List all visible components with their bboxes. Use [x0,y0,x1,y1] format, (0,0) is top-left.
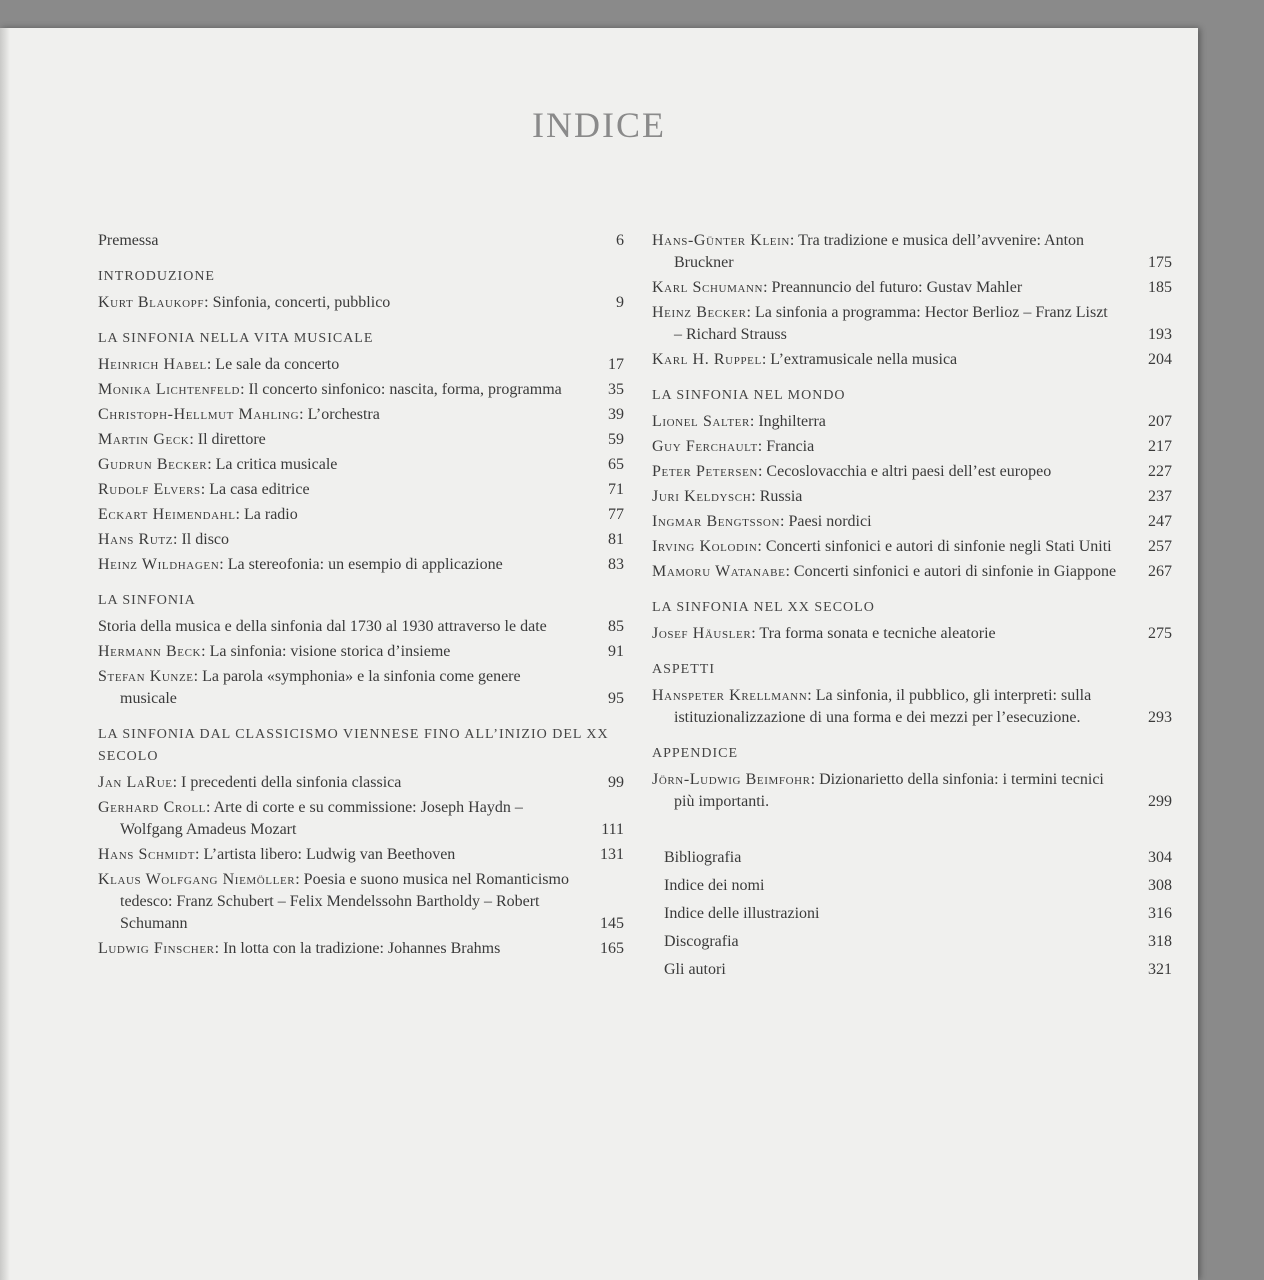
toc-entry-page: 267 [1148,563,1172,580]
toc-entry-page: 95 [608,690,624,707]
toc-entry-author: Hanspeter Krellmann [652,687,808,704]
book-page [0,28,1198,1280]
toc-entry-author: Jan LaRue [98,774,173,791]
toc-entry-title: La sinfonia: visione storica d’insieme [209,643,451,660]
toc-entry-text [664,931,1118,953]
toc-entry-page: 185 [1148,279,1172,296]
toc-entry-text: Lionel Salter: Inghilterra [652,413,826,430]
toc-column-left [98,230,624,963]
toc-entry-text [98,230,570,252]
toc-entry-page: 227 [1148,463,1172,480]
toc-entry-author: Stefan Kunze [98,668,194,685]
toc-entry-text: Hermann Beck: La sinfonia: visione storica d’insieme [98,643,451,660]
toc-entry [652,511,1172,533]
toc-entry-text: Jörn-Ludwig Beimfohr: Dizionarietto della sinfonia: i termini tecnici più importanti. [652,771,1104,810]
toc-entry-title: Il disco [181,531,230,548]
toc-entry-text: Eckart Heimendahl: La radio [98,506,298,523]
toc-entry [98,938,624,960]
toc-entry-page: 316 [1148,905,1172,922]
toc-entry-title: Preannuncio del futuro: Gustav Mahler [771,279,1023,296]
page-title: INDICE [532,105,666,145]
toc-entry-title: Le sale da concerto [215,356,340,373]
toc-entry-author: Monika Lichtenfeld [98,381,241,398]
toc-entry-author: Karl H. Ruppel [652,351,762,368]
toc-entry-title: La sinfonia, il pubblico, gli interpreti: sulla istituzionalizzazione di una forma e dei mezzi per l’esecuzione. [674,687,1092,726]
toc-entry [98,479,624,501]
toc-entry-text: Karl Schumann: Preannuncio del futuro: Gustav Mahler [652,279,1023,296]
toc-entry-page: 204 [1148,351,1172,368]
toc-entry [98,404,624,426]
toc-entry-page: 165 [600,940,624,957]
toc-entry [652,561,1172,583]
toc-entry-author: Hermann Beck [98,643,202,660]
toc-entry-text: Rudolf Elvers: La casa editrice [98,481,310,498]
toc-entry-text: Peter Petersen: Cecoslovacchia e altri paesi dell’est europeo [652,463,1052,480]
toc-entry-author: Jörn-Ludwig Beimfohr [652,771,811,788]
toc-entry-text: Hans-Günter Klein: Tra tradizione e musica dell’avvenire: Anton Bruckner [652,232,1085,271]
toc-entry-page: 257 [1148,538,1172,555]
toc-entry-page: 17 [608,356,624,373]
toc-section-heading: LA SINFONIA DAL CLASSICISMO VIENNESE FINO ALL’INIZIO DEL XX SECOLO [98,727,609,764]
toc-entry-page: 237 [1148,488,1172,505]
toc-entry [652,461,1172,483]
toc-entry-author: Heinz Becker [652,304,747,321]
toc-entry-text [98,616,570,638]
toc-entry-author: Guy Ferchault [652,438,758,455]
toc-entry [652,536,1172,558]
toc-entry-title: Inghilterra [758,413,826,430]
toc-entry-page: 39 [608,406,624,423]
toc-entry-author: Gerhard Croll [98,799,206,816]
toc-entry-page: 81 [608,531,624,548]
toc-entry [98,772,624,794]
toc-entry-title: La parola «symphonia» e la sinfonia come genere musicale [120,668,521,707]
toc-entry [652,230,1172,274]
toc-entry-text: Ingmar Bengtsson: Paesi nordici [652,513,872,530]
toc-entry-page: 71 [608,481,624,498]
toc-entry-page: 131 [600,846,624,863]
toc-section [652,385,1172,583]
toc-entry-title: Concerti sinfonici e autori di sinfonie in Giappone [793,563,1117,580]
toc-entry-author: Lionel Salter [652,413,750,430]
toc-entry [652,349,1172,371]
toc-entry-title: Russia [759,488,803,505]
toc-entry [98,844,624,866]
toc-entry [98,641,624,663]
toc-entry-text: Gudrun Becker: La critica musicale [98,456,338,473]
toc-entry-text: Stefan Kunze: La parola «symphonia» e la sinfonia come genere musicale [98,668,521,707]
toc-back-matter [652,847,1172,981]
toc-entry-author: Kurt Blaukopf [98,294,205,311]
toc-entry-page: 321 [1148,961,1172,978]
toc-entry-text: Karl H. Ruppel: L’extramusicale nella musica [652,351,958,368]
toc-entry-text: Monika Lichtenfeld: Il concerto sinfonico: nascita, forma, programma [98,381,562,398]
toc-entry-page: 145 [600,915,624,932]
toc-entry-text: Heinz Becker: La sinfonia a programma: Hector Berlioz – Franz Liszt – Richard Strauss [652,304,1108,343]
toc-section [98,328,624,576]
toc-entry-text: Kurt Blaukopf: Sinfonia, concerti, pubblico [98,294,391,311]
toc-entry-author: Josef Häusler [652,625,752,642]
toc-entry [98,230,624,252]
toc-entry-text [664,875,1118,897]
toc-section-heading: APPENDICE [652,746,739,761]
toc-entry-author: Eckart Heimendahl [98,506,236,523]
toc-entry-title: L’orchestra [307,406,380,423]
toc-entry [98,292,624,314]
toc-entry [652,277,1172,299]
toc-section [98,266,624,314]
toc-entry-title: La sinfonia a programma: Hector Berlioz – Franz Liszt – Richard Strauss [674,304,1108,343]
toc-entry-title: Tra tradizione e musica dell’avvenire: Anton Bruckner [674,232,1085,271]
toc-entry-page: 217 [1148,438,1172,455]
toc-entry-page: 59 [608,431,624,448]
toc-entry-title: Indice delle illustrazioni [664,905,820,922]
toc-section-heading: LA SINFONIA NELLA VITA MUSICALE [98,331,374,346]
toc-entry-page: 9 [616,294,624,311]
toc-entry-text: Christoph-Hellmut Mahling: L’orchestra [98,406,380,423]
toc-entry-title: Il concerto sinfonico: nascita, forma, programma [248,381,562,398]
toc-entry [98,797,624,841]
toc-entry [664,903,1172,925]
toc-entry-page: 83 [608,556,624,573]
toc-entry-author: Karl Schumann [652,279,764,296]
toc-entry [652,486,1172,508]
toc-entry [98,454,624,476]
toc-entry-text: Hans Rutz: Il disco [98,531,230,548]
toc-entry-title: Concerti sinfonici e autori di sinfonie negli Stati Uniti [765,538,1112,555]
toc-entry-author: Rudolf Elvers [98,481,201,498]
toc-entry-text: Heinz Wildhagen: La stereofonia: un esempio di applicazione [98,556,503,573]
toc-entry-page: 247 [1148,513,1172,530]
toc-section-heading: INTRODUZIONE [98,269,215,284]
toc-entry-text: Martin Geck: Il direttore [98,431,266,448]
toc-entry-author: Juri Keldysch [652,488,752,505]
toc-entry-page: 111 [601,821,624,838]
toc-entry [98,429,624,451]
toc-entry-title: La critica musicale [215,456,338,473]
toc-entry [98,379,624,401]
toc-entry-page: 35 [608,381,624,398]
toc-entry [664,931,1172,953]
toc-entry [98,616,624,638]
toc-section-heading: LA SINFONIA [98,593,196,608]
toc-entry-title: Sinfonia, concerti, pubblico [212,294,391,311]
toc-entry-text: Gerhard Croll: Arte di corte e su commissione: Joseph Haydn – Wolfgang Amadeus Mozart [98,799,523,838]
toc-entry-text [664,903,1118,925]
toc-entry [652,623,1172,645]
toc-entry-author: Gudrun Becker [98,456,208,473]
toc-entry-title: In lotta con la tradizione: Johannes Brahms [223,940,501,957]
toc-entry-author: Hans Schmidt [98,846,196,863]
toc-entry [98,529,624,551]
toc-entry-title: Storia della musica e della sinfonia dal 1730 al 1930 attraverso le date [98,618,547,635]
toc-entry-title: Arte di corte e su commissione: Joseph Haydn – Wolfgang Amadeus Mozart [120,799,523,838]
toc-entry-title: Tra forma sonata e tecniche aleatorie [759,625,996,642]
toc-section [652,597,1172,645]
toc-entry-text [664,847,1118,869]
toc-entry-author: Ludwig Finscher [98,940,215,957]
toc-entry-text: Ludwig Finscher: In lotta con la tradizione: Johannes Brahms [98,940,501,957]
toc-entry-page: 99 [608,774,624,791]
toc-entry-title: L’extramusicale nella musica [770,351,958,368]
toc-entry [652,411,1172,433]
toc-entry-author: Heinz Wildhagen [98,556,220,573]
toc-entry-title: La radio [243,506,298,523]
toc-entry-page: 91 [608,643,624,660]
toc-entry-text: Klaus Wolfgang Niemöller: Poesia e suono musica nel Romanticismo tedesco: Franz Schubert – Felix Mendelssohn Bartholdy – Robert Schumann [98,871,569,932]
toc-entry-page: 308 [1148,877,1172,894]
toc-entry-title: Premessa [98,232,159,249]
toc-entry-text [664,959,1118,981]
toc-entry-text: Irving Kolodin: Concerti sinfonici e autori di sinfonie negli Stati Uniti [652,538,1112,555]
toc-entry-page: 175 [1148,254,1172,271]
toc-section [652,743,1172,813]
toc-entry [98,666,624,710]
toc-entry-page: 318 [1148,933,1172,950]
toc-entry-title: Discografia [664,933,739,950]
toc-entry-text: Juri Keldysch: Russia [652,488,803,505]
toc-entry-author: Irving Kolodin [652,538,758,555]
toc-entry-title: Il direttore [197,431,266,448]
toc-entry-page: 207 [1148,413,1172,430]
toc-entry [98,554,624,576]
toc-section [98,590,624,710]
toc-entry-author: Hans Rutz [98,531,174,548]
toc-entry-title: Bibliografia [664,849,742,866]
toc-entry-author: Peter Petersen [652,463,758,480]
toc-section [652,659,1172,729]
toc-section-heading: ASPETTI [652,662,715,677]
toc-entry-page: 193 [1148,326,1172,343]
toc-entry [664,875,1172,897]
toc-section-heading: LA SINFONIA NEL XX SECOLO [652,600,875,615]
toc-entry [652,685,1172,729]
toc-entry-title: Paesi nordici [788,513,872,530]
toc-entry [652,769,1172,813]
toc-entry-title: La casa editrice [209,481,310,498]
toc-entry-text: Mamoru Watanabe: Concerti sinfonici e autori di sinfonie in Giappone [652,563,1117,580]
toc-entry-title: I precedenti della sinfonia classica [181,774,402,791]
toc-entry-title: Francia [766,438,815,455]
toc-entry-author: Christoph-Hellmut Mahling [98,406,300,423]
toc-entry-text: Jan LaRue: I precedenti della sinfonia classica [98,774,402,791]
toc-entry [664,959,1172,981]
toc-entry-text: Josef Häusler: Tra forma sonata e tecniche aleatorie [652,625,996,642]
toc-entry-title: Poesia e suono musica nel Romanticismo tedesco: Franz Schubert – Felix Mendelssohn Bartholdy – Robert Schumann [120,871,569,932]
toc-entry-title: Dizionarietto della sinfonia: i termini tecnici più importanti. [674,771,1104,810]
toc-entry-page: 77 [608,506,624,523]
toc-entry-page: 293 [1148,709,1172,726]
toc-entry-page: 85 [608,618,624,635]
toc-entry-page: 299 [1148,793,1172,810]
toc-section [98,724,624,960]
toc-section-heading: LA SINFONIA NEL MONDO [652,388,846,403]
toc-entry-page: 65 [608,456,624,473]
toc-entry-page: 275 [1148,625,1172,642]
toc-entry-text: Heinrich Habel: Le sale da concerto [98,356,340,373]
toc-entry-page: 6 [616,232,624,249]
toc-entry [652,302,1172,346]
toc-entry-text: Hanspeter Krellmann: La sinfonia, il pubblico, gli interpreti: sulla istituzionalizzazione di una forma e dei mezzi per l’esecuzione. [652,687,1092,726]
toc-column-right [652,230,1172,987]
toc-entry-author: Mamoru Watanabe [652,563,786,580]
toc-entry [652,436,1172,458]
toc-entry-text: Hans Schmidt: L’artista libero: Ludwig van Beethoven [98,846,456,863]
toc-entry-title: Indice dei nomi [664,877,765,894]
toc-entry-text: Guy Ferchault: Francia [652,438,815,455]
toc-entry [98,354,624,376]
toc-entry [98,504,624,526]
toc-entry-author: Hans-Günter Klein [652,232,790,249]
toc-entry-page: 304 [1148,849,1172,866]
toc-entry-author: Ingmar Bengtsson [652,513,780,530]
toc-entry-author: Martin Geck [98,431,190,448]
toc-entry-title: Cecoslovacchia e altri paesi dell’est europeo [766,463,1052,480]
toc-entry [664,847,1172,869]
toc-entry-author: Klaus Wolfgang Niemöller [98,871,296,888]
toc-entry [98,869,624,935]
toc-entry-title: La stereofonia: un esempio di applicazione [227,556,503,573]
toc-entry-title: L’artista libero: Ludwig van Beethoven [203,846,456,863]
toc-entry-author: Heinrich Habel [98,356,207,373]
toc-entry-title: Gli autori [664,961,726,978]
